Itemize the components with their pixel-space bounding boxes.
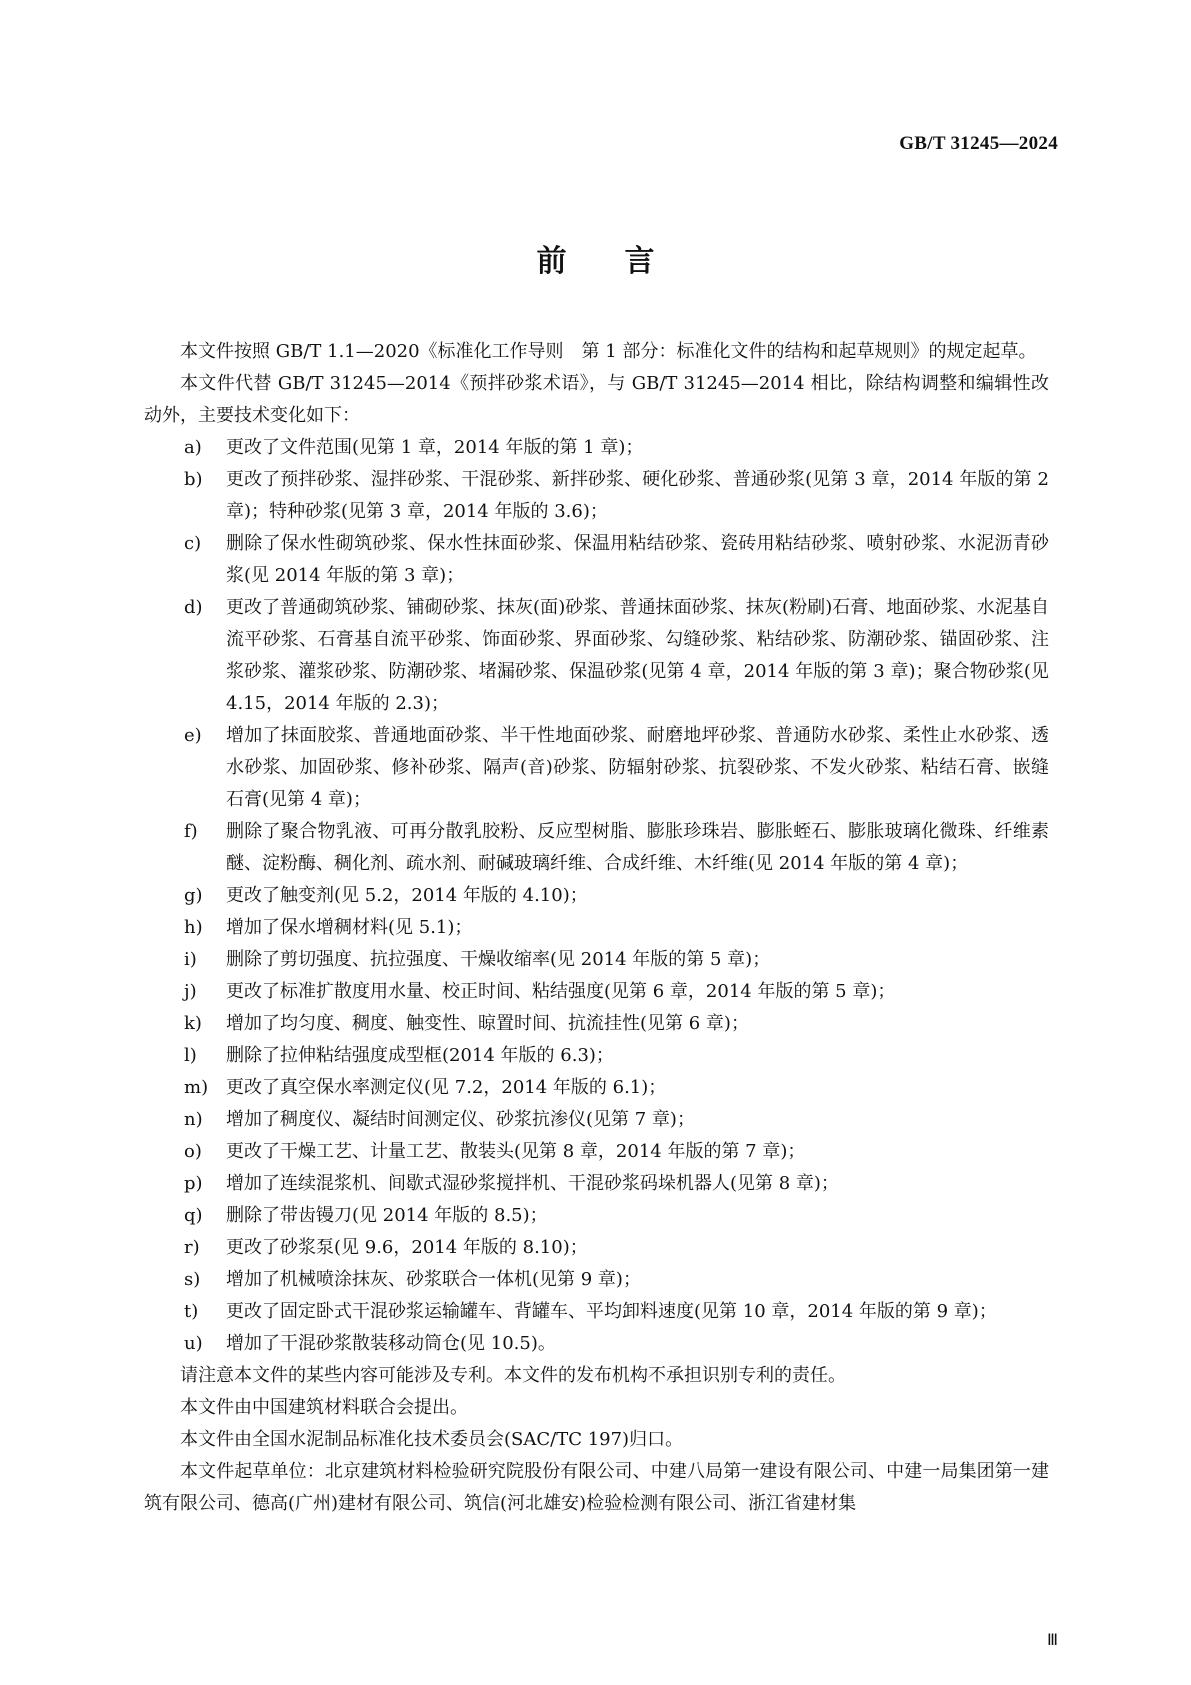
list-item-label: h) [184, 917, 203, 938]
paragraph: 本文件代替 GB/T 31245—2014《预拌砂浆术语》，与 GB/T 31245—2014 相比，除结构调整和编辑性改动外，主要技术变化如下： [144, 373, 1049, 426]
list-item [144, 464, 1049, 528]
page-title: 前言 [536, 244, 713, 279]
list-item-label: e) [184, 725, 202, 746]
list-item-text: 更改了标准扩散度用水量、校正时间、粘结强度(见第 6 章，2014 年版的第 5 章)； [226, 981, 896, 1002]
list-item-label: m) [184, 1077, 209, 1098]
list-item-text: 更改了干燥工艺、计量工艺、散装头(见第 8 章，2014 年版的第 7 章)； [226, 1141, 806, 1162]
list-item [144, 1168, 1049, 1200]
list-item-label: l) [184, 1045, 197, 1066]
list-item [144, 1232, 1049, 1264]
list-item-text: 更改了砂浆泵(见 9.6，2014 年版的 8.10)； [226, 1237, 588, 1258]
list-item-label: n) [184, 1109, 203, 1130]
page-number: Ⅲ [1046, 1632, 1058, 1649]
change-list [144, 432, 1049, 1360]
document-body [144, 336, 1049, 1520]
list-item-text: 增加了保水增稠材料(见 5.1)； [226, 917, 473, 938]
list-item [144, 1008, 1049, 1040]
list-item-label: i) [184, 949, 197, 970]
list-item-text: 增加了稠度仪、凝结时间测定仪、砂浆抗渗仪(见第 7 章)； [226, 1109, 695, 1130]
list-item [144, 592, 1049, 720]
list-item [144, 1328, 1049, 1360]
list-item-text: 更改了普通砌筑砂浆、铺砌砂浆、抹灰(面)砂浆、普通抹面砂浆、抹灰(粉刷)石膏、地面砂浆、水泥基自流平砂浆、石膏基自流平砂浆、饰面砂浆、界面砂浆、勾缝砂浆、粘结砂浆、防潮砂浆、锚固砂浆、注浆砂浆、灌浆砂浆、防潮砂浆、堵漏砂浆、保温砂浆(见第 4 章，2014 年版的第 3 章)；聚合物砂浆(见 4.15，2014 年版的 2.3)； [226, 597, 1049, 714]
list-item-label: d) [184, 597, 203, 618]
list-item [144, 720, 1049, 816]
list-item-text: 更改了触变剂(见 5.2，2014 年版的 4.10)； [226, 885, 588, 906]
list-item [144, 528, 1049, 592]
list-item [144, 1104, 1049, 1136]
list-item [144, 1072, 1049, 1104]
list-item-label: s) [184, 1269, 201, 1290]
paragraph: 请注意本文件的某些内容可能涉及专利。本文件的发布机构不承担识别专利的责任。 [180, 1365, 846, 1386]
list-item-label: k) [184, 1013, 202, 1034]
list-item-label: b) [184, 469, 203, 490]
paragraph: 本文件由中国建筑材料联合会提出。 [180, 1397, 468, 1418]
list-item-text: 删除了带齿镘刀(见 2014 年版的 8.5)； [226, 1205, 548, 1226]
list-item [144, 1200, 1049, 1232]
list-item [144, 1040, 1049, 1072]
list-item [144, 432, 1049, 464]
list-item-text: 增加了均匀度、稠度、触变性、晾置时间、抗流挂性(见第 6 章)； [226, 1013, 749, 1034]
list-item-label: c) [184, 533, 202, 554]
list-item [144, 880, 1049, 912]
list-item-label: t) [184, 1301, 199, 1322]
list-item [144, 1264, 1049, 1296]
list-item-text: 更改了预拌砂浆、湿拌砂浆、干混砂浆、新拌砂浆、硬化砂浆、普通砂浆(见第 3 章，2014 年版的第 2 章)；特种砂浆(见第 3 章，2014 年版的 3.6)； [226, 469, 1049, 522]
list-item-text: 增加了抹面胶浆、普通地面砂浆、半干性地面砂浆、耐磨地坪砂浆、普通防水砂浆、柔性止水砂浆、透水砂浆、加固砂浆、修补砂浆、隔声(音)砂浆、防辐射砂浆、抗裂砂浆、不发火砂浆、粘结石膏、嵌缝石膏(见第 4 章)； [226, 725, 1049, 810]
list-item-text: 更改了文件范围(见第 1 章，2014 年版的第 1 章)； [226, 437, 644, 458]
list-item-text: 增加了机械喷涂抹灰、砂浆联合一体机(见第 9 章)； [226, 1269, 641, 1290]
list-item [144, 816, 1049, 880]
list-item-label: p) [184, 1173, 203, 1194]
list-item-label: u) [184, 1333, 203, 1354]
list-item-label: q) [184, 1205, 203, 1226]
paragraph: 本文件由全国水泥制品标准化技术委员会(SAC/TC 197)归口。 [180, 1429, 684, 1450]
paragraph: 本文件起草单位：北京建筑材料检验研究院股份有限公司、中建八局第一建设有限公司、中建一局集团第一建筑有限公司、德高(广州)建材有限公司、筑信(河北雄安)检验检测有限公司、浙江省建材集 [144, 1461, 1049, 1514]
document-code: GB/T 31245—2024 [899, 133, 1058, 154]
list-item-text: 更改了固定卧式干混砂浆运输罐车、背罐车、平均卸料速度(见第 10 章，2014 年版的第 9 章)； [226, 1301, 997, 1322]
list-item-text: 删除了聚合物乳液、可再分散乳胶粉、反应型树脂、膨胀珍珠岩、膨胀蛭石、膨胀玻璃化微珠、纤维素醚、淀粉酶、稠化剂、疏水剂、耐碱玻璃纤维、合成纤维、木纤维(见 2014 年版的第 4 章)； [226, 821, 1049, 874]
list-item-label: g) [184, 885, 203, 906]
list-item-label: j) [184, 981, 197, 1002]
paragraph: 本文件按照 GB/T 1.1—2020《标准化工作导则 第 1 部分：标准化文件的结构和起草规则》的规定起草。 [180, 341, 1037, 362]
list-item [144, 912, 1049, 944]
list-item-text: 增加了干混砂浆散装移动筒仓(见 10.5)。 [226, 1333, 556, 1354]
list-item-label: a) [184, 437, 202, 458]
list-item-label: o) [184, 1141, 202, 1162]
list-item [144, 976, 1049, 1008]
list-item [144, 1296, 1049, 1328]
list-item-label: r) [184, 1237, 200, 1258]
list-item-text: 更改了真空保水率测定仪(见 7.2，2014 年版的 6.1)； [226, 1077, 667, 1098]
list-item [144, 1136, 1049, 1168]
list-item [144, 944, 1049, 976]
list-item-text: 删除了剪切强度、抗拉强度、干燥收缩率(见 2014 年版的第 5 章)； [226, 949, 771, 970]
list-item-label: f) [184, 821, 198, 842]
list-item-text: 删除了拉伸粘结强度成型框(2014 年版的 6.3)； [226, 1045, 614, 1066]
list-item-text: 增加了连续混浆机、间歇式湿砂浆搅拌机、干混砂浆码垛机器人(见第 8 章)； [226, 1173, 839, 1194]
list-item-text: 删除了保水性砌筑砂浆、保水性抹面砂浆、保温用粘结砂浆、瓷砖用粘结砂浆、喷射砂浆、水泥沥青砂浆(见 2014 年版的第 3 章)； [226, 533, 1049, 586]
